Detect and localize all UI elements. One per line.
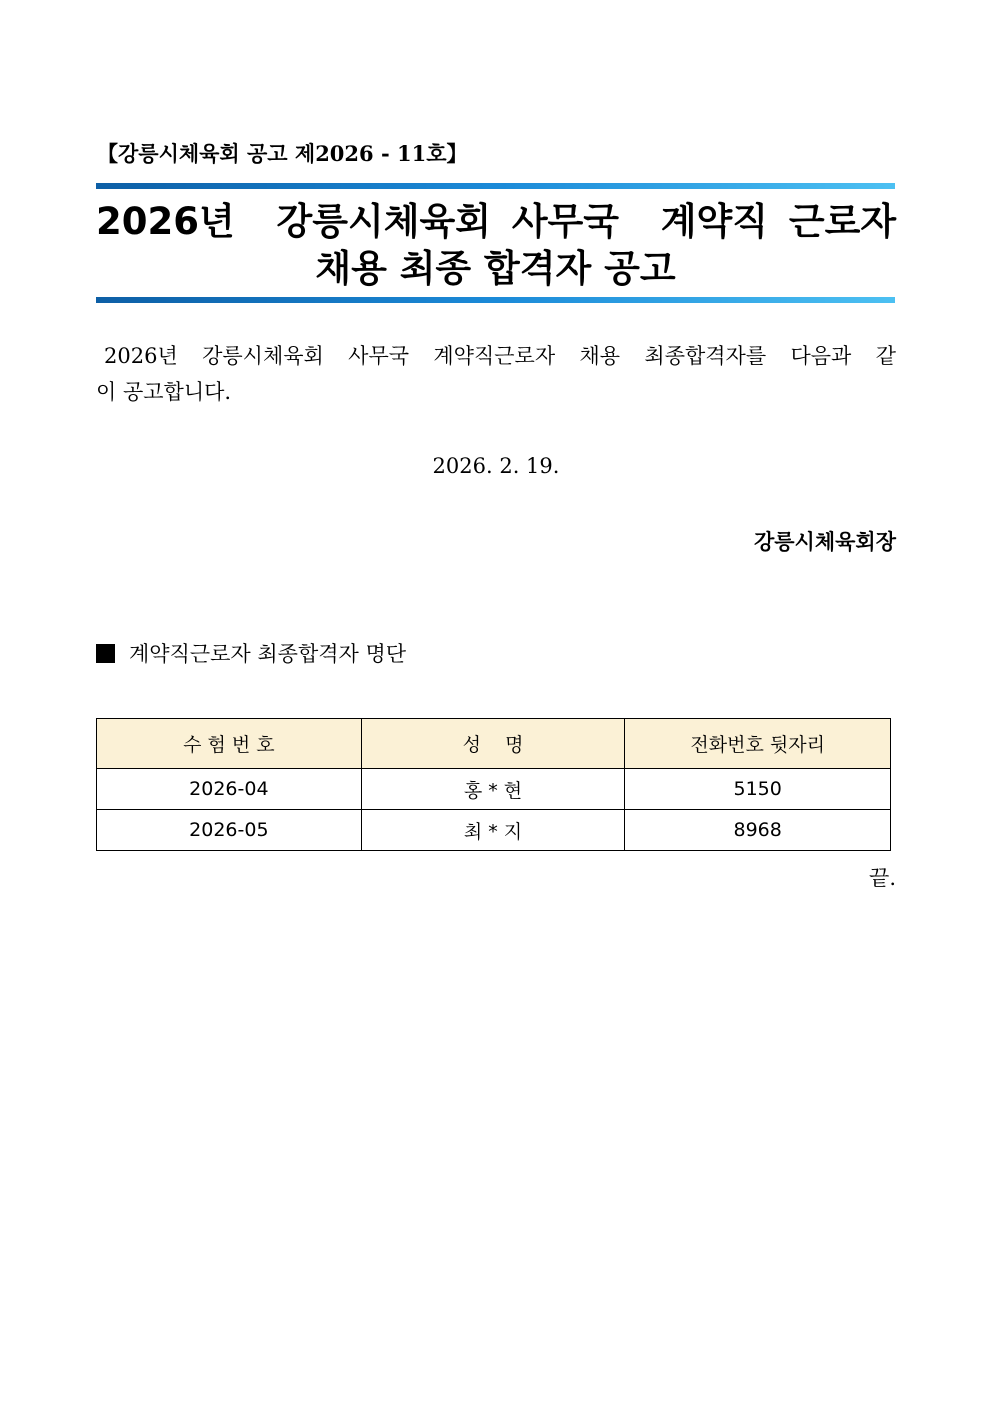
body-line-2: 이 공고합니다. bbox=[96, 380, 232, 404]
end-mark: 끝. bbox=[869, 866, 896, 890]
notice-number: 【강릉시체육회 공고 제2026 - 11호】 bbox=[97, 141, 468, 166]
table-header-row bbox=[97, 719, 891, 769]
title-top-bar bbox=[96, 183, 895, 189]
successful-candidates-table bbox=[96, 718, 891, 851]
signer: 강릉시체육회장 bbox=[753, 529, 896, 554]
cell-phone: 5150 bbox=[625, 769, 891, 810]
title-line-1: 2026년 강릉시체육회 사무국 계약직 근로자 bbox=[96, 200, 897, 243]
cell-name: 최 * 지 bbox=[361, 810, 625, 851]
announcement-body bbox=[96, 338, 896, 410]
header-name: 성 명 bbox=[361, 719, 625, 769]
cell-name: 홍 * 현 bbox=[361, 769, 625, 810]
cell-phone: 8968 bbox=[625, 810, 891, 851]
table-row bbox=[97, 769, 891, 810]
table-row bbox=[97, 810, 891, 851]
square-bullet-icon bbox=[96, 644, 115, 663]
section-heading-text: 계약직근로자 최종합격자 명단 bbox=[129, 642, 407, 666]
cell-exam-number: 2026-05 bbox=[97, 810, 362, 851]
header-exam-number: 수 험 번 호 bbox=[97, 719, 362, 769]
section-heading bbox=[96, 638, 406, 668]
header-phone-last-digits: 전화번호 뒷자리 bbox=[625, 719, 891, 769]
body-line-1: 2026년 강릉시체육회 사무국 계약직근로자 채용 최종합격자를 다음과 같 bbox=[104, 344, 896, 368]
cell-exam-number: 2026-04 bbox=[97, 769, 362, 810]
title-bottom-bar bbox=[96, 297, 895, 303]
title-line-2: 채용 최종 합격자 공고 bbox=[315, 247, 676, 290]
announcement-date: 2026. 2. 19. bbox=[432, 454, 560, 478]
